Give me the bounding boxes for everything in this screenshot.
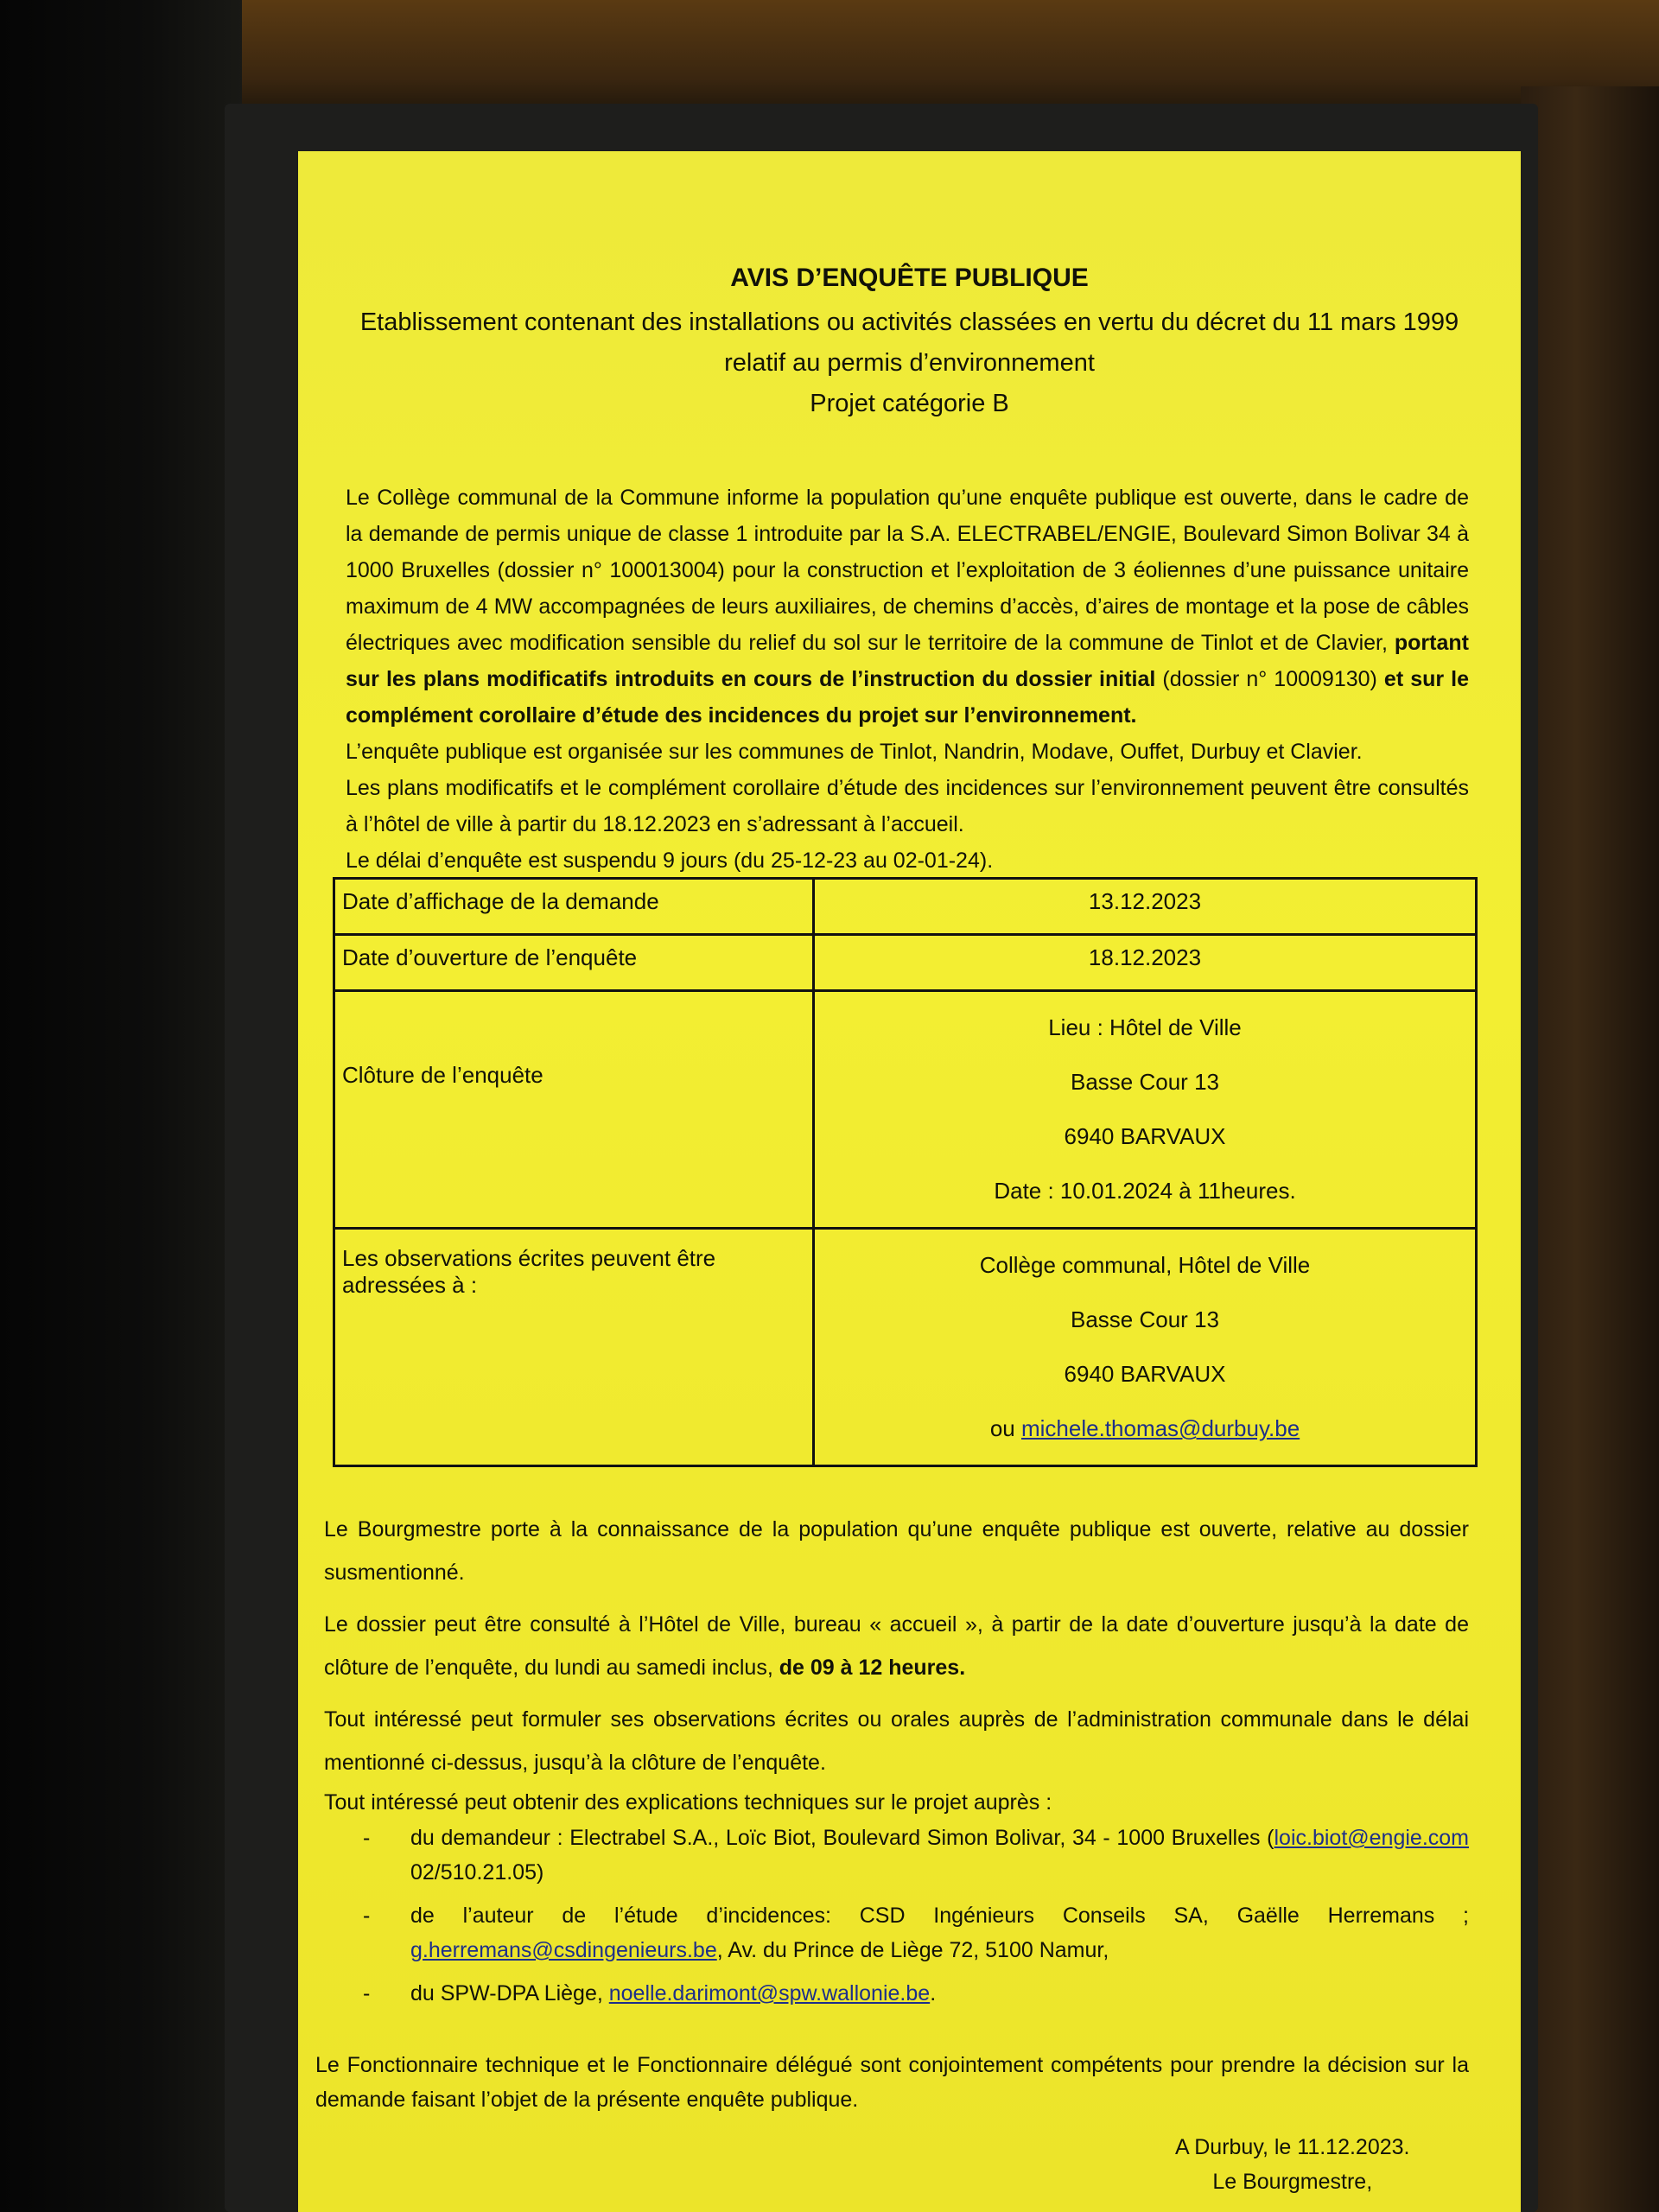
closing-paragraph: Le Fonctionnaire technique et le Fonctionnaire délégué sont conjointement compétents pour prendre la décision sur la demande faisant l’objet de la présente enquête publique. xyxy=(315,2053,1469,2112)
notice-subtitle-2: relatif au permis d’environnement xyxy=(724,349,1095,377)
body-paragraph-1: Le Bourgmestre porte à la connaissance de la population qu’une enquête publique est ouverte, relative au dossier susmentionné. xyxy=(324,1517,1469,1585)
intro-paragraph-1 xyxy=(346,480,1469,734)
email-prefix: ou xyxy=(989,1415,1021,1441)
contact-text: 02/510.21.05) xyxy=(410,1860,544,1885)
list-item xyxy=(324,1898,1469,1967)
table-value: 18.12.2023 xyxy=(814,935,1477,991)
closure-line: Date : 10.01.2024 à 11heures. xyxy=(994,1178,1296,1204)
table-value: 13.12.2023 xyxy=(814,879,1477,935)
address-line: Collège communal, Hôtel de Ville xyxy=(979,1252,1311,1278)
table-row xyxy=(334,935,1477,991)
signature-block xyxy=(1175,2130,1409,2199)
bullet-dash: - xyxy=(363,1981,371,2005)
list-item xyxy=(324,1821,1469,1890)
body-hours: de 09 à 12 heures. xyxy=(779,1656,966,1680)
place-date: A Durbuy, le 11.12.2023. xyxy=(1175,2135,1410,2159)
intro-paragraph-4: Le délai d’enquête est suspendu 9 jours (du 25-12-23 au 02-01-24). xyxy=(346,849,994,873)
intro-bold-text-2: et sur le complément corollaire d’étude des incidences du projet sur l’environnement. xyxy=(346,667,1470,728)
table-row xyxy=(334,879,1477,935)
table-label: Date d’affichage de la demande xyxy=(334,879,814,935)
contact-text: de l’auteur de l’étude d’incidences: CSD Ingénieurs Conseils SA, Gaëlle Herremans ; xyxy=(410,1904,1469,1928)
intro-bold-text: portant sur les plans modificatifs introduits en cours de l’instruction du dossier initial xyxy=(346,631,1469,691)
address-line: 6940 BARVAUX xyxy=(1064,1361,1226,1387)
closure-line: 6940 BARVAUX xyxy=(1064,1123,1226,1149)
address-line: Basse Cour 13 xyxy=(1071,1306,1219,1332)
intro-section xyxy=(346,480,1469,879)
table-value xyxy=(814,1229,1477,1466)
table-value xyxy=(814,991,1477,1229)
bullet-dash: - xyxy=(363,1904,371,1928)
intro-paragraph-3: Les plans modificatifs et le complément corollaire d’étude des incidences sur l’environnement peuvent être consultés à l’hôtel de ville à partir du 18.12.2023 en s’adressant à l’accueil. xyxy=(346,776,1469,836)
body-paragraph-2 xyxy=(324,1603,1469,1689)
background-right-wall xyxy=(1521,86,1659,2212)
background-left-shadow xyxy=(0,0,251,2212)
email-link[interactable]: loic.biot@engie.com xyxy=(1274,1826,1469,1850)
table-label: Date d’ouverture de l’enquête xyxy=(334,935,814,991)
email-link[interactable]: michele.thomas@durbuy.be xyxy=(1020,1415,1300,1441)
body-text: Le dossier peut être consulté à l’Hôtel de Ville, bureau « accueil », à partir de la date d’ouverture jusqu’à la date de clôture de l’enquête, du lundi au samedi inclus, xyxy=(324,1612,1469,1680)
intro-dossier: (dossier n° 10009130) xyxy=(1155,667,1384,691)
contact-text: du demandeur : Electrabel S.A., Loïc Biot, Boulevard Simon Bolivar, 34 - 1000 Bruxelles ( xyxy=(410,1826,1274,1850)
table-label: Les observations écrites peuvent être adressées à : xyxy=(334,1229,814,1466)
contact-text: . xyxy=(930,1981,937,2005)
notice-subtitle-3: Projet catégorie B xyxy=(810,390,1009,417)
body-paragraph-4: Tout intéressé peut obtenir des explications techniques sur le projet auprès : xyxy=(324,1790,1052,1815)
background-top-wall xyxy=(242,0,1659,112)
notice-poster xyxy=(298,151,1521,2212)
notice-title: AVIS D’ENQUÊTE PUBLIQUE xyxy=(730,264,1089,292)
notice-subtitle-1: Etablissement contenant des installations ou activités classées en vertu du décret du 11 mars 1999 xyxy=(359,308,1459,336)
email-line xyxy=(822,1402,1468,1456)
closure-line: Lieu : Hôtel de Ville xyxy=(1048,1014,1242,1040)
bullet-dash: - xyxy=(363,1826,371,1850)
table-label: Clôture de l’enquête xyxy=(334,991,814,1229)
intro-paragraph-2: L’enquête publique est organisée sur les communes de Tinlot, Nandrin, Modave, Ouffet, Durbuy et Clavier. xyxy=(346,740,1363,764)
body-section xyxy=(324,1508,1469,2019)
list-item xyxy=(324,1976,1469,2011)
table-row xyxy=(334,991,1477,1229)
signatory: Le Bourgmestre, xyxy=(1212,2170,1373,2194)
email-link[interactable]: g.herremans@csdingenieurs.be xyxy=(410,1938,717,1962)
intro-text: Le Collège communal de la Commune informe la population qu’une enquête publique est ouverte, dans le cadre de la demande de permis unique de classe 1 introduite par la S.A. ELECTRABEL/ENGIE, Boulevard Simon Bolivar 34 à 1000 Bruxelles (dossier n° 100013004) pour la construction et l’exploitation de 3 éoliennes d’une puissance unitaire maximum de 4 MW accompagnées de leurs auxiliaires, de chemins d’accès, d’aires de montage et la pose de câbles électriques avec modification sensible du relief du sol sur le territoire de la commune de Tinlot et de Clavier, xyxy=(346,486,1469,655)
table-row xyxy=(334,1229,1477,1466)
contact-list xyxy=(324,1821,1469,2011)
info-table xyxy=(333,877,1478,1467)
body-paragraph-3: Tout intéressé peut formuler ses observations écrites ou orales auprès de l’administration communale dans le délai mentionné ci-dessus, jusqu’à la clôture de l’enquête. xyxy=(324,1707,1469,1775)
closure-line: Basse Cour 13 xyxy=(1071,1069,1219,1095)
email-link[interactable]: noelle.darimont@spw.wallonie.be xyxy=(608,1981,931,2005)
contact-text: , Av. du Prince de Liège 72, 5100 Namur, xyxy=(716,1938,1109,1962)
contact-text: du SPW-DPA Liège, xyxy=(410,1981,609,2005)
notice-header xyxy=(298,151,1521,418)
